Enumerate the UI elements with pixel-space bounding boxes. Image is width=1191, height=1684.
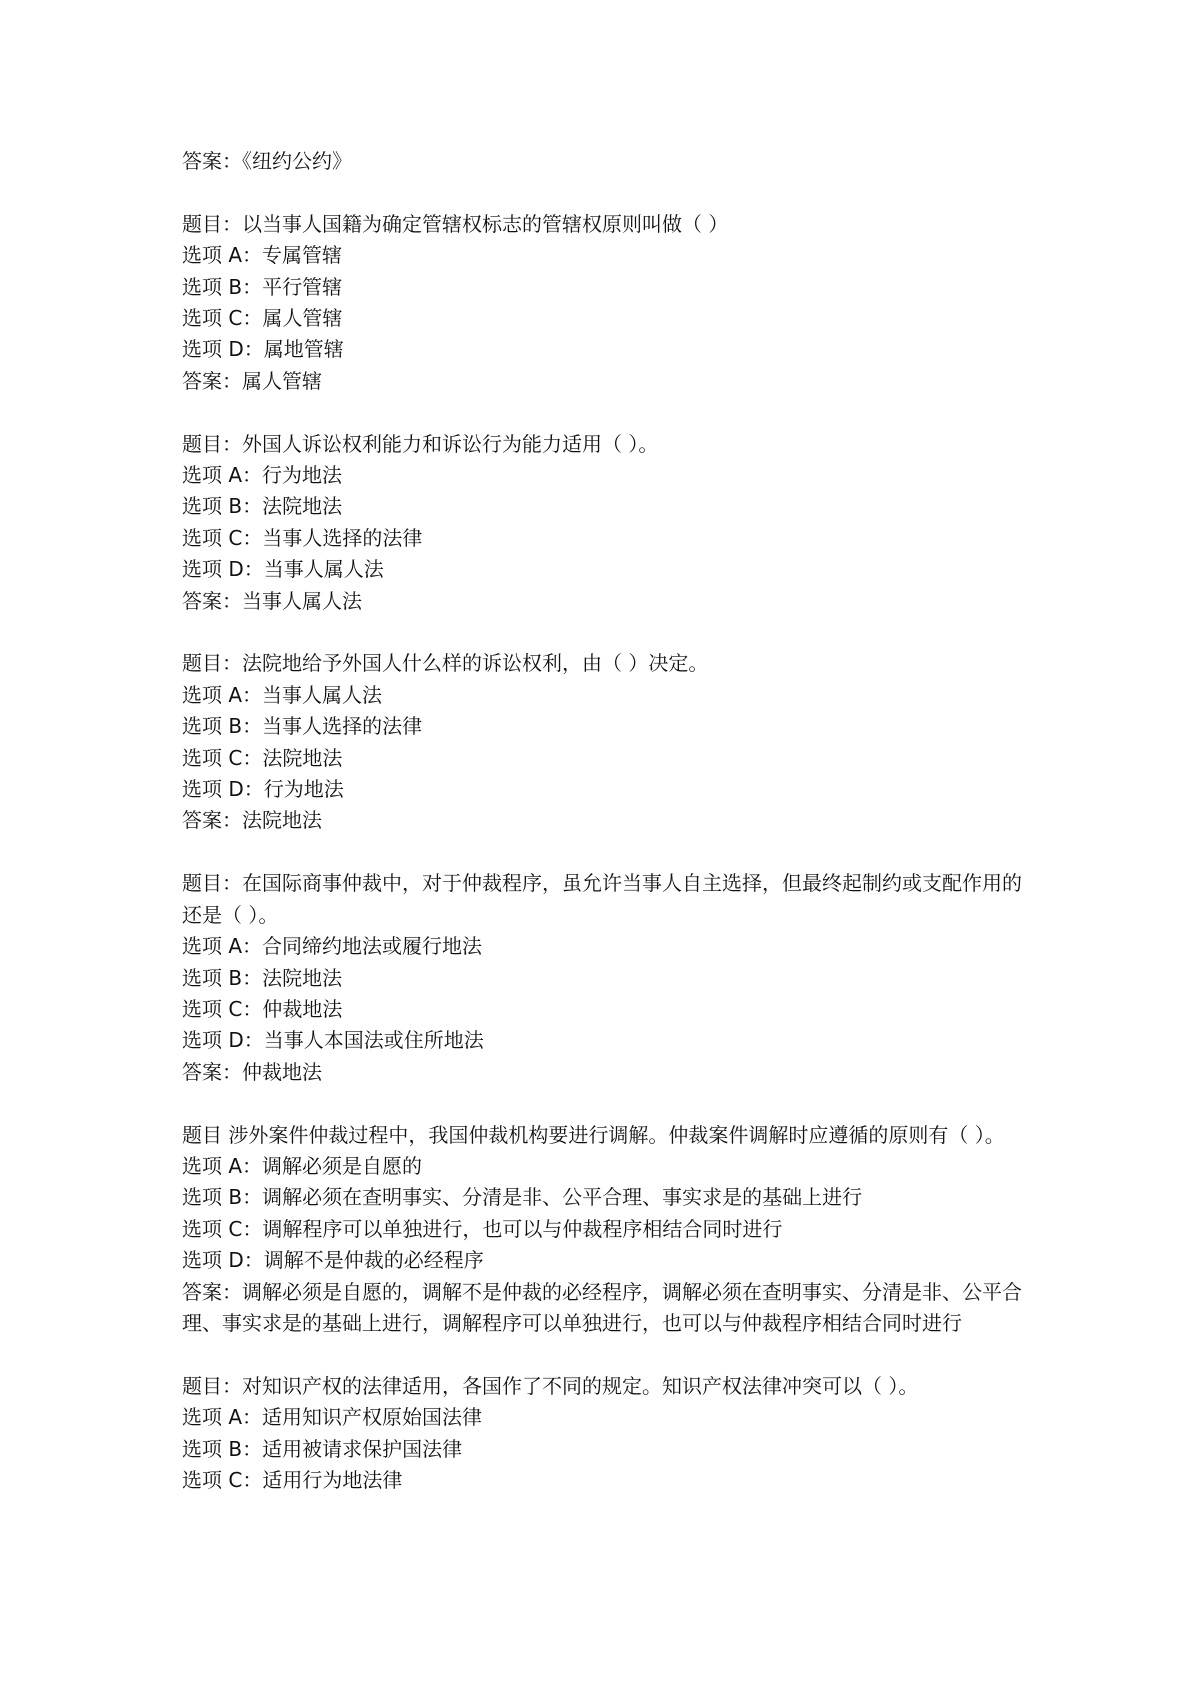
question-text: 题目：以当事人国籍为确定管辖权标志的管辖权原则叫做（ ） xyxy=(182,211,729,236)
option-a: 选项 A：专属管辖 xyxy=(182,243,343,268)
leading-answer-block xyxy=(182,146,1022,177)
document-page xyxy=(182,146,1022,1496)
option-a: 选项 A：调解必须是自愿的 xyxy=(182,1153,423,1178)
option-c: 选项 C：仲裁地法 xyxy=(182,996,343,1021)
option-b: 选项 B：法院地法 xyxy=(182,965,343,990)
answer-text: 答案：当事人属人法 xyxy=(182,588,362,613)
option-a: 选项 A：适用知识产权原始国法律 xyxy=(182,1405,483,1430)
option-b: 选项 B：法院地法 xyxy=(182,494,343,519)
question-text: 题目：法院地给予外国人什么样的诉讼权利，由（ ）决定。 xyxy=(182,651,709,676)
question-text: 题目：对知识产权的法律适用，各国作了不同的规定。知识产权法律冲突可以（ ）。 xyxy=(182,1373,919,1398)
option-c: 选项 C：调解程序可以单独进行，也可以与仲裁程序相结合同时进行 xyxy=(182,1216,783,1241)
question-text: 题目：在国际商事仲裁中，对于仲裁程序，虽允许当事人自主选择，但最终起制约或支配作用的还是（ ）。 xyxy=(182,871,1022,927)
option-d: 选项 D：调解不是仲裁的必经程序 xyxy=(182,1248,484,1273)
answer-text: 答案：《纽约公约》 xyxy=(182,149,352,173)
option-b: 选项 B：平行管辖 xyxy=(182,274,343,299)
question-block-3 xyxy=(182,648,1022,836)
option-b: 选项 B：调解必须在查明事实、分清是非、公平合理、事实求是的基础上进行 xyxy=(182,1185,863,1210)
option-b: 选项 B：适用被请求保护国法律 xyxy=(182,1436,463,1461)
option-a: 选项 A：合同缔约地法或履行地法 xyxy=(182,934,483,959)
answer-text: 答案：仲裁地法 xyxy=(182,1059,322,1084)
option-d: 选项 D：属地管辖 xyxy=(182,337,344,362)
option-a: 选项 A：当事人属人法 xyxy=(182,682,383,707)
question-block-5 xyxy=(182,1120,1022,1340)
option-a: 选项 A：行为地法 xyxy=(182,463,343,488)
answer-text: 答案：调解必须是自愿的，调解不是仲裁的必经程序，调解必须在查明事实、分清是非、公平合理、事实求是的基础上进行，调解程序可以单独进行，也可以与仲裁程序相结合同时进行 xyxy=(182,1279,1022,1335)
option-d: 选项 D：行为地法 xyxy=(182,777,344,802)
option-d: 选项 D：当事人本国法或住所地法 xyxy=(182,1028,484,1053)
option-b: 选项 B：当事人选择的法律 xyxy=(182,714,423,739)
question-block-6 xyxy=(182,1371,1022,1497)
question-text: 题目：外国人诉讼权利能力和诉讼行为能力适用（ ）。 xyxy=(182,431,659,456)
answer-text: 答案：法院地法 xyxy=(182,808,322,833)
question-text: 题目 涉外案件仲裁过程中，我国仲裁机构要进行调解。仲裁案件调解时应遵循的原则有（ ）。 xyxy=(182,1122,1005,1147)
question-block-4 xyxy=(182,868,1022,1088)
option-c: 选项 C：当事人选择的法律 xyxy=(182,525,423,550)
question-block-1 xyxy=(182,209,1022,397)
option-c: 选项 C：属人管辖 xyxy=(182,306,343,331)
question-block-2 xyxy=(182,429,1022,617)
option-c: 选项 C：适用行为地法律 xyxy=(182,1467,403,1492)
answer-text: 答案：属人管辖 xyxy=(182,368,322,393)
option-d: 选项 D：当事人属人法 xyxy=(182,557,384,582)
option-c: 选项 C：法院地法 xyxy=(182,745,343,770)
